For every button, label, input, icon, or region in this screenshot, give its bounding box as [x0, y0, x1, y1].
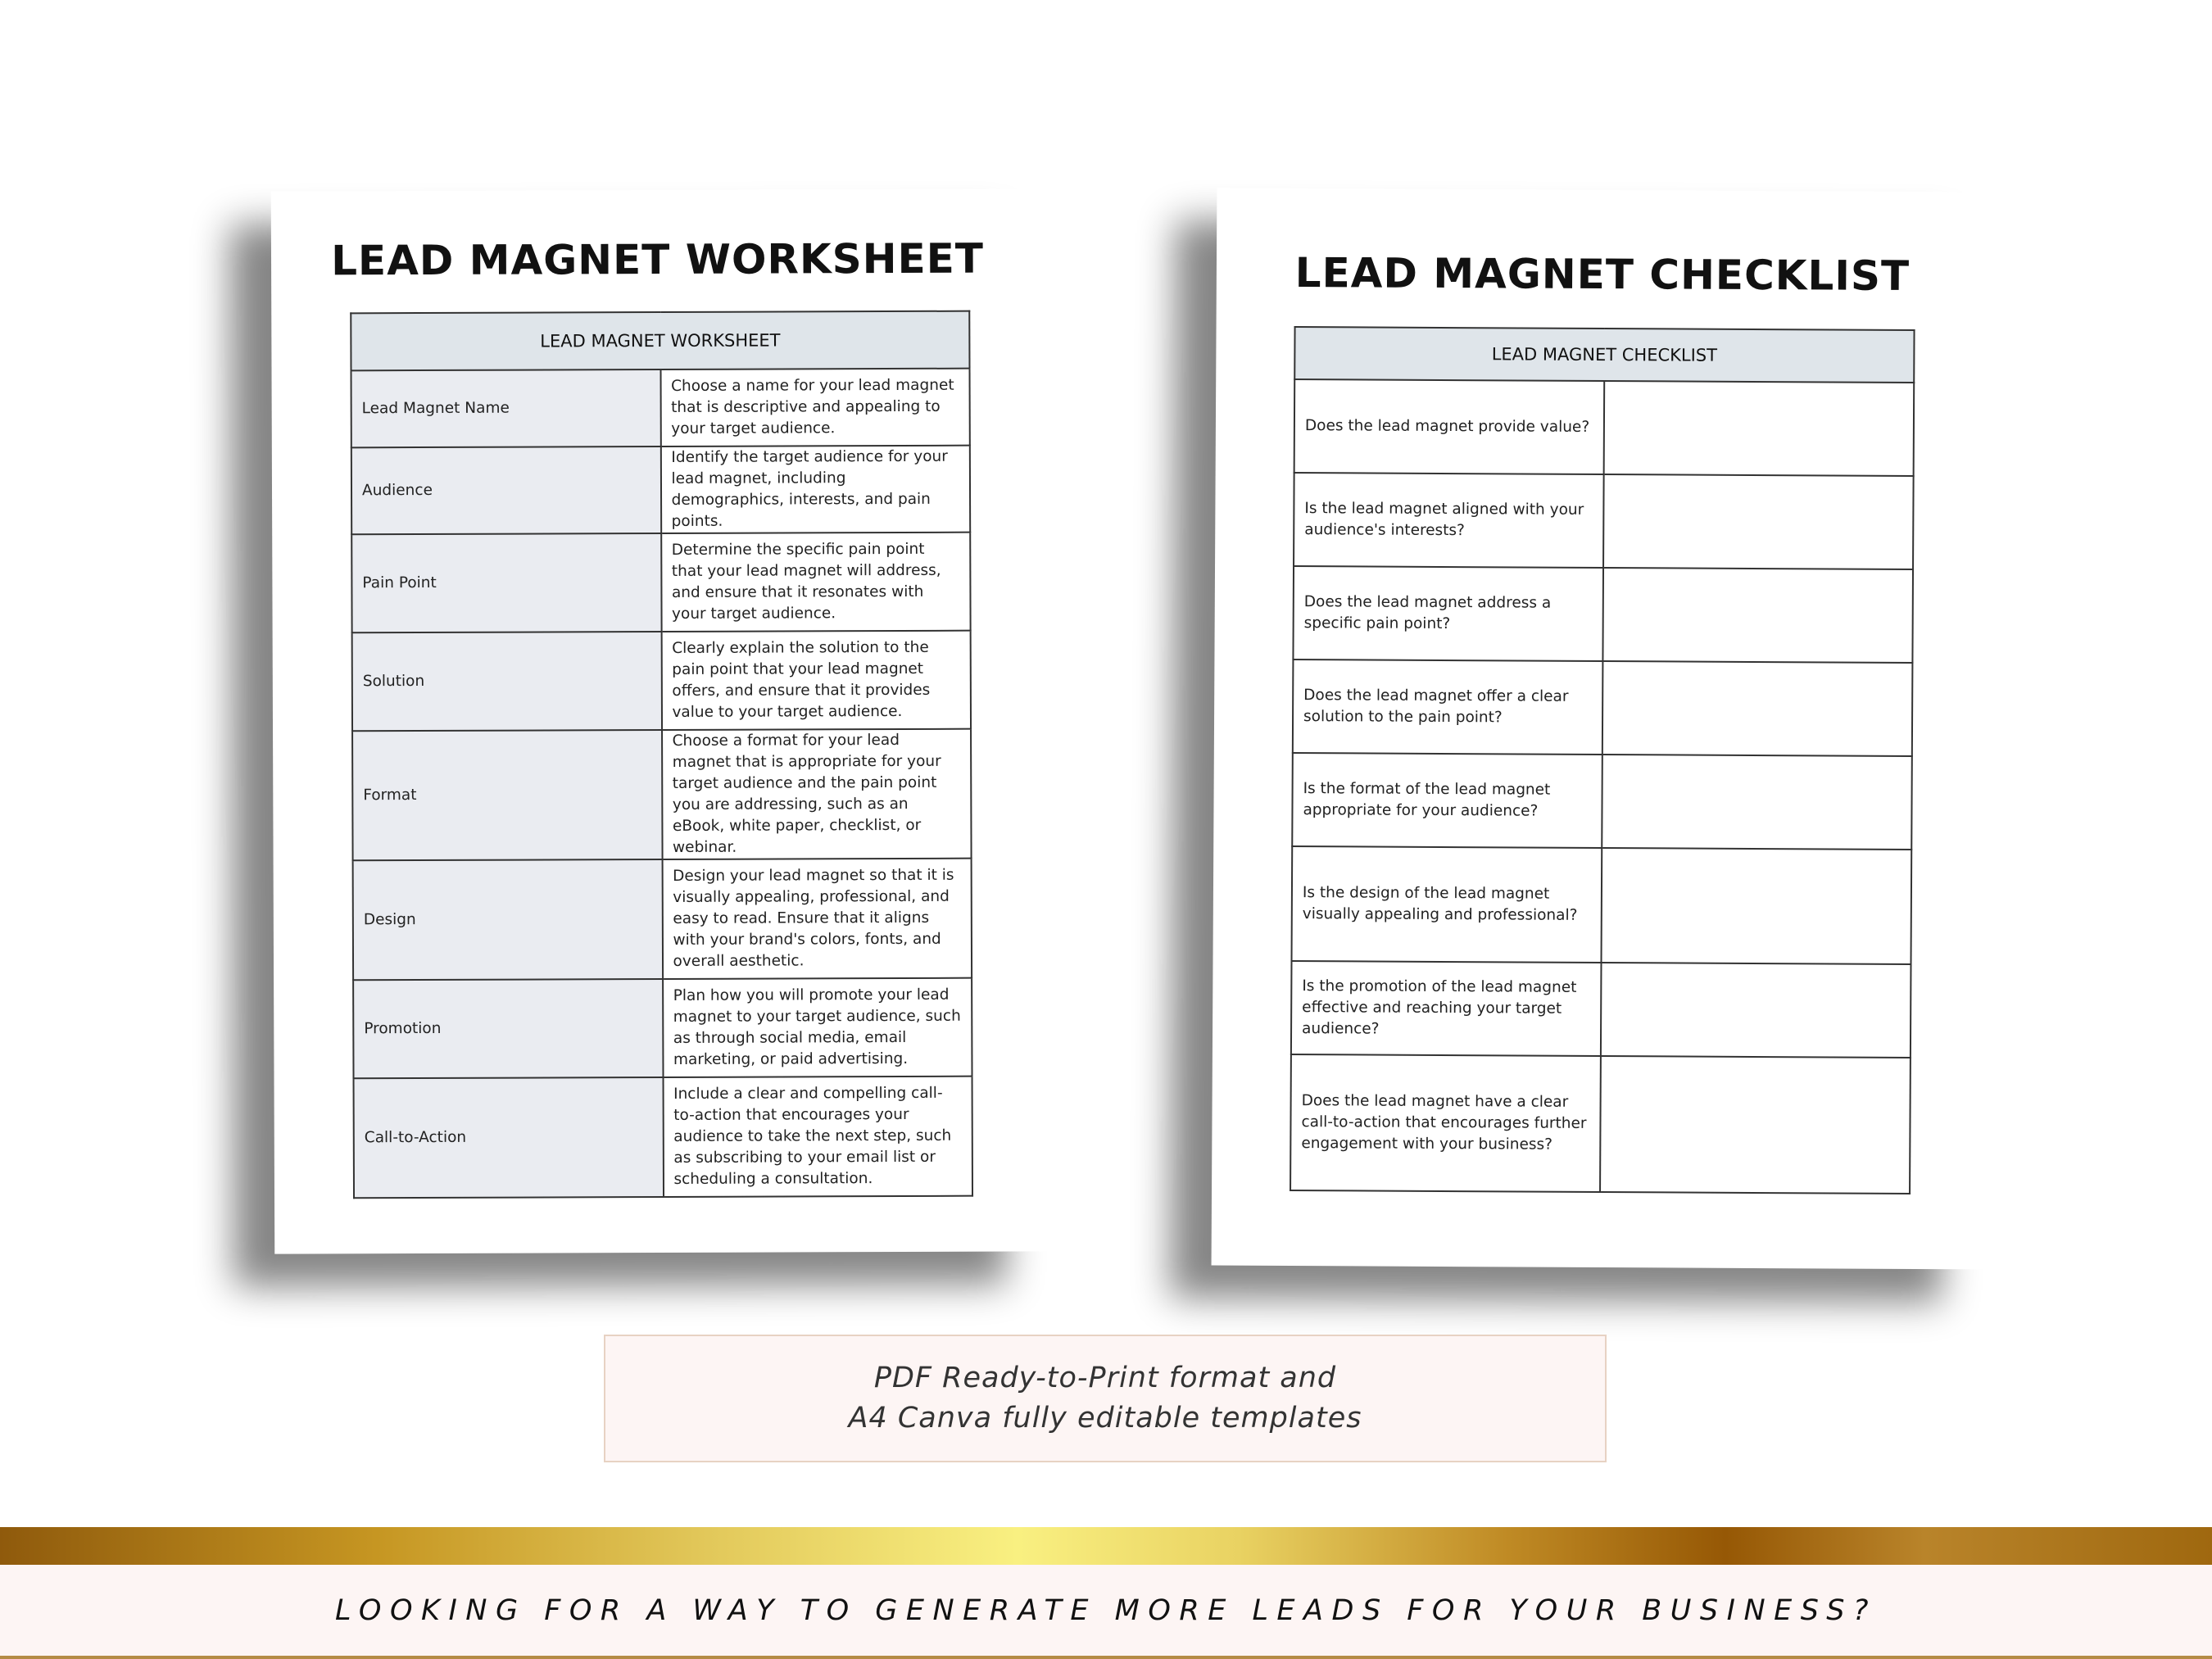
checklist-question: Is the lead magnet aligned with your audience's interests? [1294, 473, 1604, 568]
bottom-banner [0, 1565, 2212, 1659]
table-row [354, 1077, 973, 1199]
checklist-question: Does the lead magnet provide value? [1294, 379, 1605, 474]
table-row [352, 729, 972, 861]
row-description: Determine the specific pain point that your lead magnet will address, and ensure that it resonates with your target audience. [661, 533, 971, 632]
checklist-table [1290, 326, 1915, 1194]
checklist-answer-cell[interactable] [1604, 381, 1915, 476]
row-description: Plan how you will promote your lead magnet to your target audience, such as through social media, email marketing, or paid advertising. [663, 978, 972, 1077]
checklist-page [1212, 188, 1989, 1270]
checklist-answer-cell[interactable] [1602, 848, 1912, 964]
checklist-answer-cell[interactable] [1603, 474, 1914, 569]
row-description: Identify the target audience for your lead magnet, including demographics, interests, and pain points. [660, 446, 970, 533]
table-row [353, 859, 972, 981]
checklist-title: LEAD MAGNET CHECKLIST [1294, 249, 1911, 300]
table-row [1293, 660, 1913, 756]
caption-line-2: A4 Canva fully editable templates [848, 1402, 1362, 1435]
row-label: Promotion [353, 979, 663, 1078]
row-label: Call-to-Action [354, 1077, 664, 1198]
table-row [351, 446, 970, 535]
checklist-question: Does the lead magnet offer a clear solution to the pain point? [1293, 660, 1603, 755]
checklist-question: Is the promotion of the lead magnet effective and reaching your target audience? [1291, 961, 1602, 1056]
checklist-question: Does the lead magnet address a specific pain point? [1293, 566, 1603, 661]
checklist-answer-cell[interactable] [1602, 568, 1913, 663]
table-row [352, 631, 971, 732]
checklist-table-header: LEAD MAGNET CHECKLIST [1294, 327, 1914, 383]
table-row [1292, 753, 1912, 850]
worksheet-title: LEAD MAGNET WORKSHEET [331, 234, 985, 285]
row-label: Solution [352, 632, 662, 731]
checklist-answer-cell[interactable] [1602, 755, 1912, 850]
table-row [351, 369, 970, 448]
table-row [1293, 566, 1913, 663]
row-label: Audience [351, 446, 661, 534]
format-caption-box [604, 1335, 1607, 1462]
caption-line-1: PDF Ready-to-Print format and [873, 1362, 1337, 1394]
checklist-answer-cell[interactable] [1601, 963, 1911, 1058]
row-description: Clearly explain the solution to the pain point that your lead magnet offers, and ensure that it provides value to your target audience. [661, 631, 971, 730]
checklist-question: Is the format of the lead magnet appropriate for your audience? [1292, 753, 1602, 848]
checklist-answer-cell[interactable] [1600, 1056, 1911, 1194]
row-label: Lead Magnet Name [351, 369, 661, 447]
row-label: Design [353, 859, 663, 980]
worksheet-page [271, 188, 1048, 1253]
checklist-question: Does the lead magnet have a clear call-to-action that encourages further engagement with your business? [1290, 1054, 1601, 1192]
banner-tagline: LOOKING FOR A WAY TO GENERATE MORE LEADS FOR YOUR BUSINESS? [334, 1593, 1878, 1627]
gold-gradient-band [0, 1527, 2212, 1565]
row-description: Choose a name for your lead magnet that is descriptive and appealing to your target audience. [660, 369, 970, 446]
table-row [351, 533, 970, 633]
table-row [1290, 1054, 1911, 1194]
checklist-answer-cell[interactable] [1602, 661, 1913, 756]
table-row [1294, 379, 1915, 476]
table-row [1291, 961, 1911, 1058]
worksheet-table-header: LEAD MAGNET WORKSHEET [351, 311, 969, 371]
table-row [1292, 846, 1912, 964]
row-label: Pain Point [351, 533, 661, 632]
table-row [353, 978, 972, 1079]
row-description: Include a clear and compelling call-to-action that encourages your audience to take the next step, such as subscribing to your email list or scheduling a consultation. [663, 1077, 972, 1197]
checklist-question: Is the design of the lead magnet visually appealing and professional? [1292, 846, 1602, 963]
worksheet-table [350, 310, 973, 1199]
table-row [1294, 473, 1914, 569]
row-description: Design your lead magnet so that it is visually appealing, professional, and easy to read. Ensure that it aligns with your brand's colors, fonts, and overall aesthetic. [662, 859, 972, 979]
row-description: Choose a format for your lead magnet that is appropriate for your target audience and the pain point you are addressing, such as an eBook, white paper, checklist, or webinar. [662, 729, 972, 859]
row-label: Format [352, 730, 662, 860]
